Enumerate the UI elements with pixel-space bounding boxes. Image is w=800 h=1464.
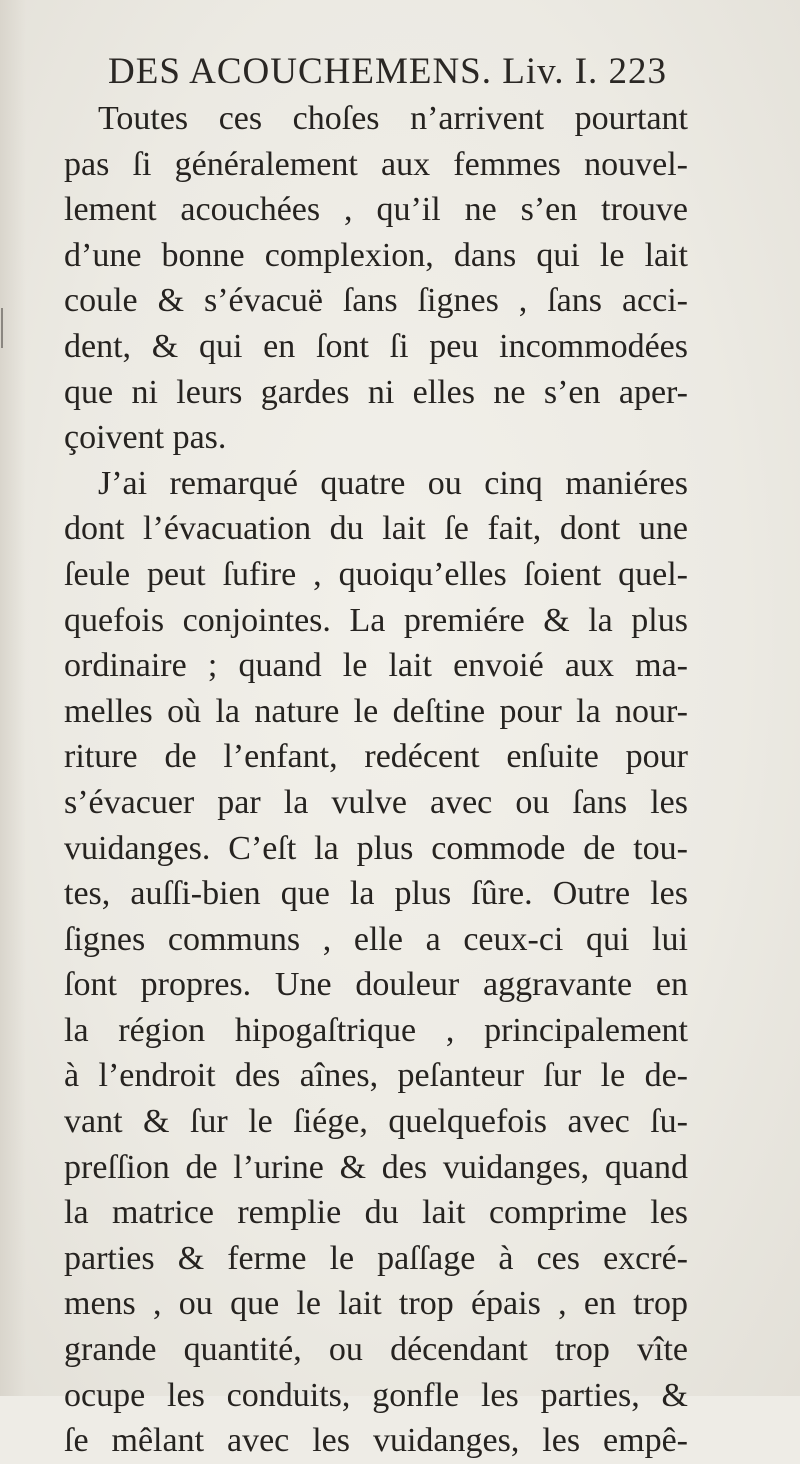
text-line: la matrice remplie du lait comprime les [64,1194,688,1232]
text-line: ordinaire ; quand le lait envoié aux ma- [64,647,688,685]
text-line: pas ſi généralement aux femmes nouvel- [64,145,688,183]
text-line: grande quantité, ou décendant trop vîte [64,1331,688,1369]
text-line: d’une bonne complexion, dans qui le lait [64,236,688,274]
text-line: à l’endroit des aînes, peſanteur ſur le de- [64,1057,688,1095]
running-head: DES ACOUCHEMENS. Liv. I. 223 [108,51,668,92]
text-line: tes, auſſi-bien que la plus ſûre. Outre les [64,875,688,913]
text-line: la région hipogaſtrique , principalement [64,1011,688,1049]
text-line: ocupe les conduits, gonfle les parties, & [64,1376,688,1414]
text-line: melles où la nature le deſtine pour la nour- [64,692,688,730]
text-line: Toutes ces choſes n’arrivent pourtant [98,100,688,137]
body-text [64,96,688,1464]
text-line: s’évacuer par la vulve avec ou ſans les [64,783,688,821]
text-line: preſſion de l’urine & des vuidanges, quand [64,1148,688,1186]
text-line: ſignes communs , elle a ceux-ci qui lui [64,920,688,958]
text-line: quefois conjointes. La premiére & la plus [64,601,688,639]
text-line: riture de l’enfant, redécent enſuite pour [64,738,688,776]
text-line: ſont propres. Une douleur aggravante en [64,966,688,1004]
text-line: dent, & qui en ſont ſi peu incommodées [64,327,688,365]
text-line: que ni leurs gardes ni elles ne s’en aper- [64,373,688,411]
text-line: çoivent pas. [64,419,227,457]
margin-mark [1,308,3,348]
text-line: ſeule peut ſufire , quoiqu’elles ſoient quel- [64,555,688,593]
text-line: parties & ferme le paſſage à ces excré- [64,1239,688,1277]
gutter-shadow [0,0,26,1396]
text-line: coule & s’évacuë ſans ſignes , ſans acci- [64,282,688,320]
text-line: vuidanges. C’eſt la plus commode de tou- [64,829,688,867]
text-line: ſe mêlant avec les vuidanges, les empê- [64,1422,688,1460]
text-line: mens , ou que le lait trop épais , en trop [64,1285,688,1323]
text-line: J’ai remarqué quatre ou cinq maniéres [98,464,688,502]
text-line: dont l’évacuation du lait ſe fait, dont une [64,510,688,548]
text-line: vant & ſur le ſiége, quelquefois avec ſu- [64,1103,688,1141]
text-line: lement acouchées , qu’il ne s’en trouve [64,191,688,229]
